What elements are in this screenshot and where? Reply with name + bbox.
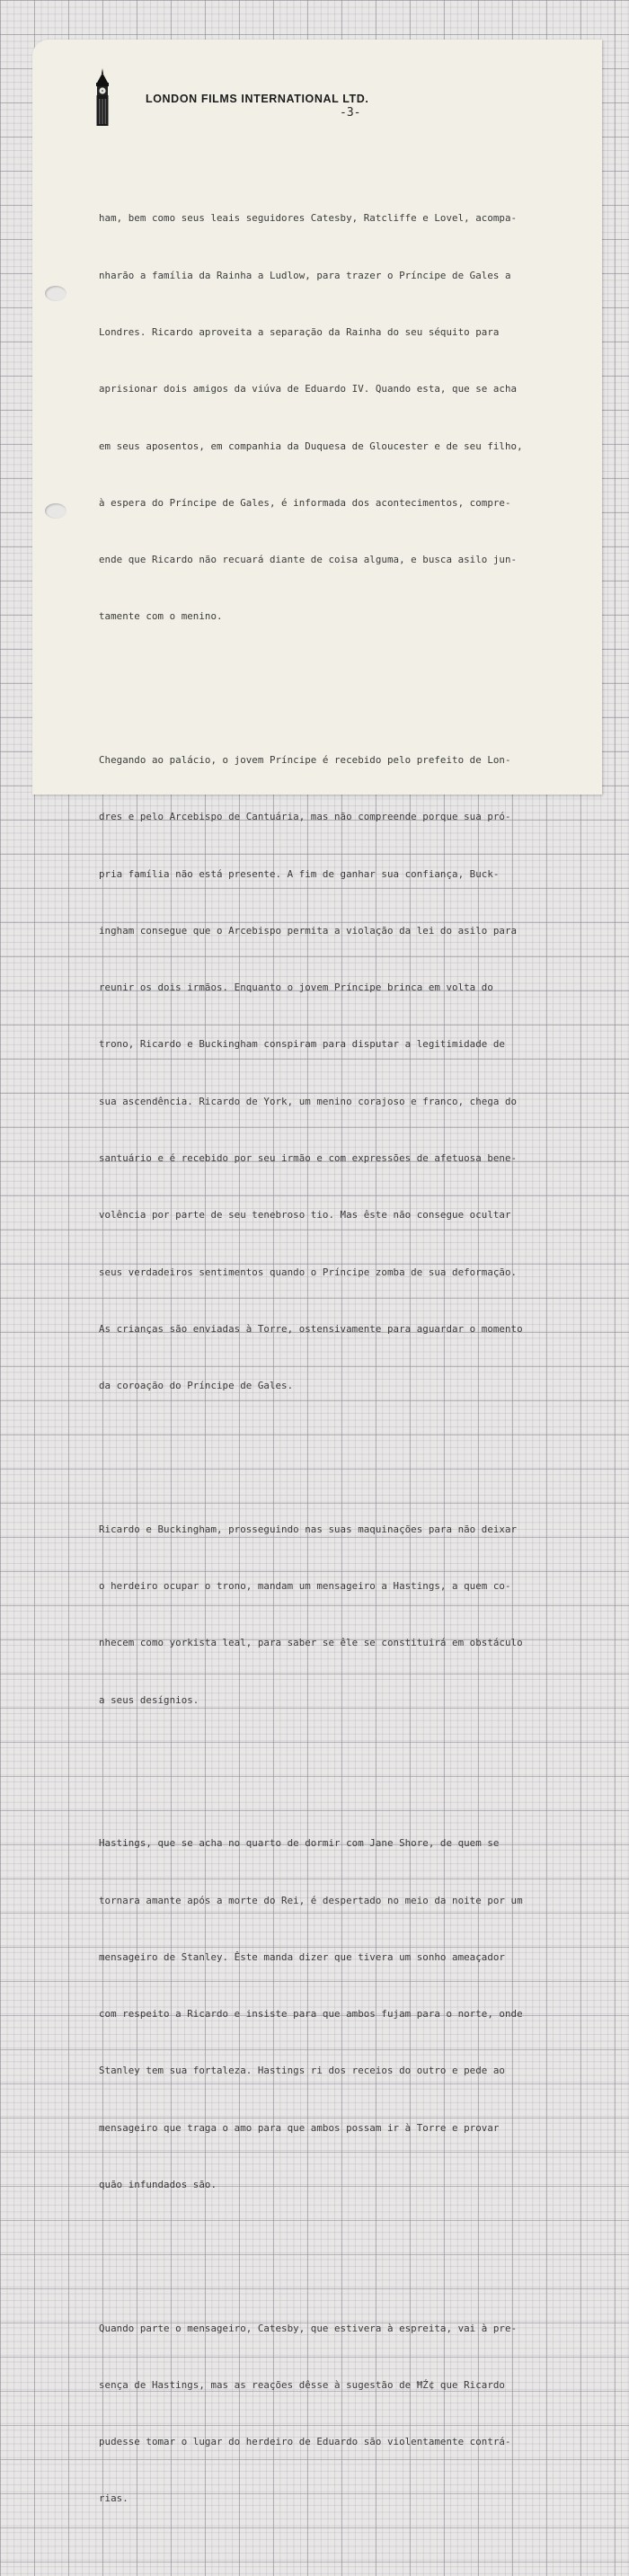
text-line: quão infundados são. [99,2178,217,2190]
text-line: seus verdadeiros sentimentos quando o Príncipe zomba de sua deformação. [99,1266,518,1278]
text-line: reunir os dois irmãos. Enquanto o jovem Príncipe brinca em volta do [99,982,493,994]
text-line: Stanley tem sua fortaleza. Hastings ri dos receios do outro e pede ao [99,2065,505,2077]
paragraph [99,713,602,1434]
text-line: Chegando ao palácio, o jovem Príncipe é recebido pelo prefeito de Lon- [99,754,511,766]
text-line: dres e pelo Arcebispo de Cantuária, mas não compreende porque sua pró- [99,811,511,823]
text-line: mensageiro que traga o amo para que ambos possam ir à Torre e provar [99,2121,500,2134]
text-line: ende que Ricardo não recuará diante de coisa alguma, e busca asilo jun- [99,554,518,566]
text-line: o herdeiro ocupar o trono, mandam um mensageiro a Hastings, a quem co- [99,1580,511,1593]
big-ben-logo-icon [92,68,113,126]
text-line: ham, bem como seus leais seguidores Catesby, Ratcliffe e Lovel, acompa- [99,212,518,225]
text-line: nharão a família da Rainha a Ludlow, para trazer o Príncipe de Gales a [99,269,511,281]
text-line: Ricardo e Buckingham, prosseguindo nas suas maquinações para não deixar [99,1523,518,1535]
document-body [99,133,602,2576]
text-line: aprisionar dois amigos da viúva de Eduardo IV. Quando esta, que se acha [99,383,518,395]
paragraph [99,2280,602,2545]
text-line: nhecem como yorkista leal, para saber se êle se constituirá em obstáculo [99,1637,523,1649]
text-line: com respeito a Ricardo e insiste para que ambos fujam para o norte, onde [99,2008,523,2021]
text-line: volência por parte de seu tenebroso tio. Mas êste não consegue ocultar [99,1209,511,1221]
text-line: sença de Hastings, mas as reações dêsse à sugestão de ĦŹ¢ que Ricardo [99,2378,505,2391]
text-line: ingham consegue que o Arcebispo permita a violação da lei do asilo para [99,924,518,937]
company-name: LONDON FILMS INTERNATIONAL LTD. [146,93,369,105]
paragraph [99,1482,602,1747]
text-line: à espera do Príncipe de Gales, é informada dos acontecimentos, compre- [99,496,511,509]
text-line: pudesse tomar o lugar do herdeiro de Eduardo são violentamente contrá- [99,2436,511,2448]
text-line: da coroação do Príncipe de Gales. [99,1380,294,1392]
text-line: rias. [99,2492,128,2505]
text-line: Quando parte o mensageiro, Catesby, que estivera à espreita, vai à pre- [99,2322,518,2334]
text-line: sua ascendência. Ricardo de York, um menino corajoso e franco, chega do [99,1095,518,1107]
text-line: tamente com o menino. [99,610,223,623]
punch-hole [45,503,66,519]
text-line: santuário e é recebido por seu irmão e com expressões de afetuosa bene- [99,1151,518,1164]
text-line: Londres. Ricardo aproveita a separação da Rainha do seu séquito para [99,325,500,338]
text-line: mensageiro de Stanley. Êste manda dizer que tivera um sonho ameaçador [99,1950,505,1963]
text-line: Hastings, que se acha no quarto de dormir com Jane Shore, de quem se [99,1837,500,1850]
paragraph [99,171,602,663]
punch-hole [45,286,66,301]
paragraph [99,1796,602,2232]
text-line: tornara amante após a morte do Rei, é despertado no meio da noite por um [99,1894,523,1906]
text-line: trono, Ricardo e Buckingham conspiram para disputar a legitimidade de [99,1038,505,1051]
page-number: -3- [340,106,361,120]
text-line: em seus aposentos, em companhia da Duquesa de Gloucester e de seu filho, [99,440,523,452]
text-line: a seus desígnios. [99,1693,199,1706]
text-line: As crianças são enviadas à Torre, ostensivamente para aguardar o momento [99,1322,523,1335]
text-line: pria família não está presente. A fim de ganhar sua confiança, Buck- [99,867,500,880]
